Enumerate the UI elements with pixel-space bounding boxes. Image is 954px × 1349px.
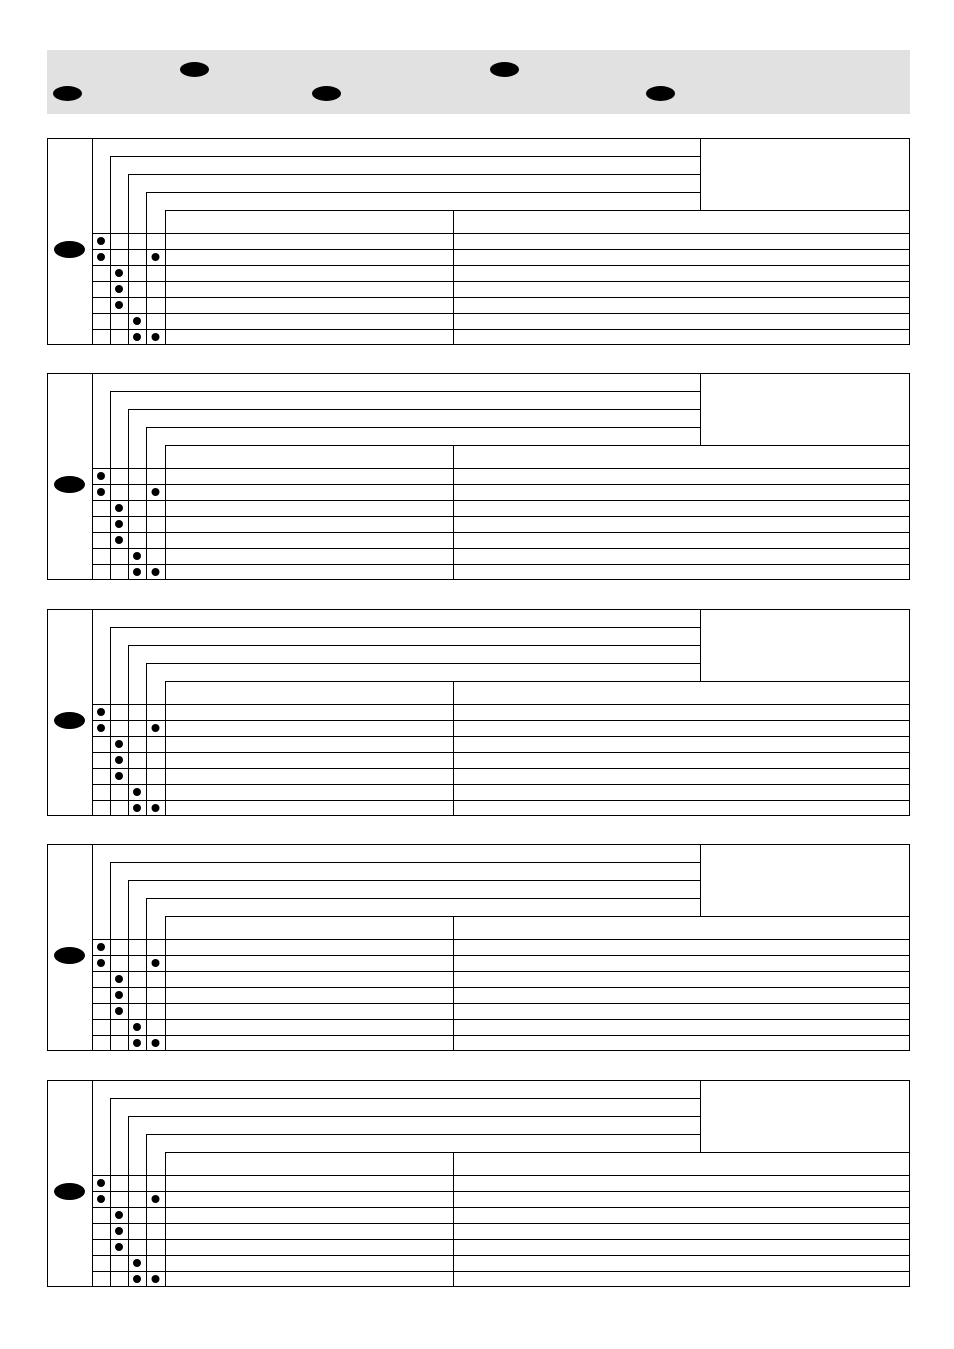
checklist-section-1 (47, 138, 910, 345)
indicator-dot (133, 1275, 141, 1283)
checklist-section-5 (47, 1080, 910, 1287)
indicator-dot (115, 1211, 123, 1219)
checklist-section-4 (47, 844, 910, 1051)
section-marker (54, 1183, 85, 1200)
legend-marker-2 (490, 62, 519, 77)
indicator-dot (97, 959, 105, 967)
indicator-dot (115, 285, 123, 293)
indicator-dot (152, 959, 160, 967)
indicator-dot (133, 317, 141, 325)
legend-marker-5 (646, 86, 675, 101)
indicator-dot (115, 975, 123, 983)
checklist-grid (47, 373, 910, 580)
indicator-dot (133, 804, 141, 812)
indicator-dot (115, 520, 123, 528)
legend-bar (47, 50, 910, 114)
indicator-dot (133, 1039, 141, 1047)
indicator-dot (152, 1275, 160, 1283)
indicator-dot (152, 568, 160, 576)
legend-marker-4 (312, 86, 341, 101)
indicator-dot (152, 333, 160, 341)
indicator-dot (152, 804, 160, 812)
indicator-dot (97, 1195, 105, 1203)
indicator-dot (115, 772, 123, 780)
indicator-dot (133, 552, 141, 560)
indicator-dot (133, 568, 141, 576)
indicator-dot (115, 269, 123, 277)
indicator-dot (115, 301, 123, 309)
indicator-dot (97, 488, 105, 496)
indicator-dot (97, 724, 105, 732)
indicator-dot (152, 488, 160, 496)
indicator-dot (115, 504, 123, 512)
indicator-dot (133, 333, 141, 341)
section-marker (54, 241, 85, 258)
indicator-dot (152, 724, 160, 732)
section-marker (54, 712, 85, 729)
indicator-dot (152, 253, 160, 261)
indicator-dot (97, 253, 105, 261)
indicator-dot (115, 991, 123, 999)
section-marker (54, 476, 85, 493)
indicator-dot (133, 1023, 141, 1031)
indicator-dot (97, 472, 105, 480)
checklist-grid (47, 138, 910, 345)
section-marker (54, 947, 85, 964)
indicator-dot (115, 1243, 123, 1251)
indicator-dot (115, 756, 123, 764)
indicator-dot (115, 740, 123, 748)
checklist-section-3 (47, 609, 910, 816)
indicator-dot (152, 1039, 160, 1047)
indicator-dot (152, 1195, 160, 1203)
indicator-dot (115, 536, 123, 544)
legend-marker-3 (53, 86, 82, 101)
indicator-dot (133, 1259, 141, 1267)
checklist-grid (47, 609, 910, 816)
checklist-section-2 (47, 373, 910, 580)
indicator-dot (133, 788, 141, 796)
indicator-dot (97, 1179, 105, 1187)
indicator-dot (115, 1007, 123, 1015)
checklist-grid (47, 1080, 910, 1287)
indicator-dot (97, 943, 105, 951)
legend-marker-1 (180, 62, 209, 77)
indicator-dot (97, 708, 105, 716)
checklist-grid (47, 844, 910, 1051)
indicator-dot (97, 237, 105, 245)
indicator-dot (115, 1227, 123, 1235)
